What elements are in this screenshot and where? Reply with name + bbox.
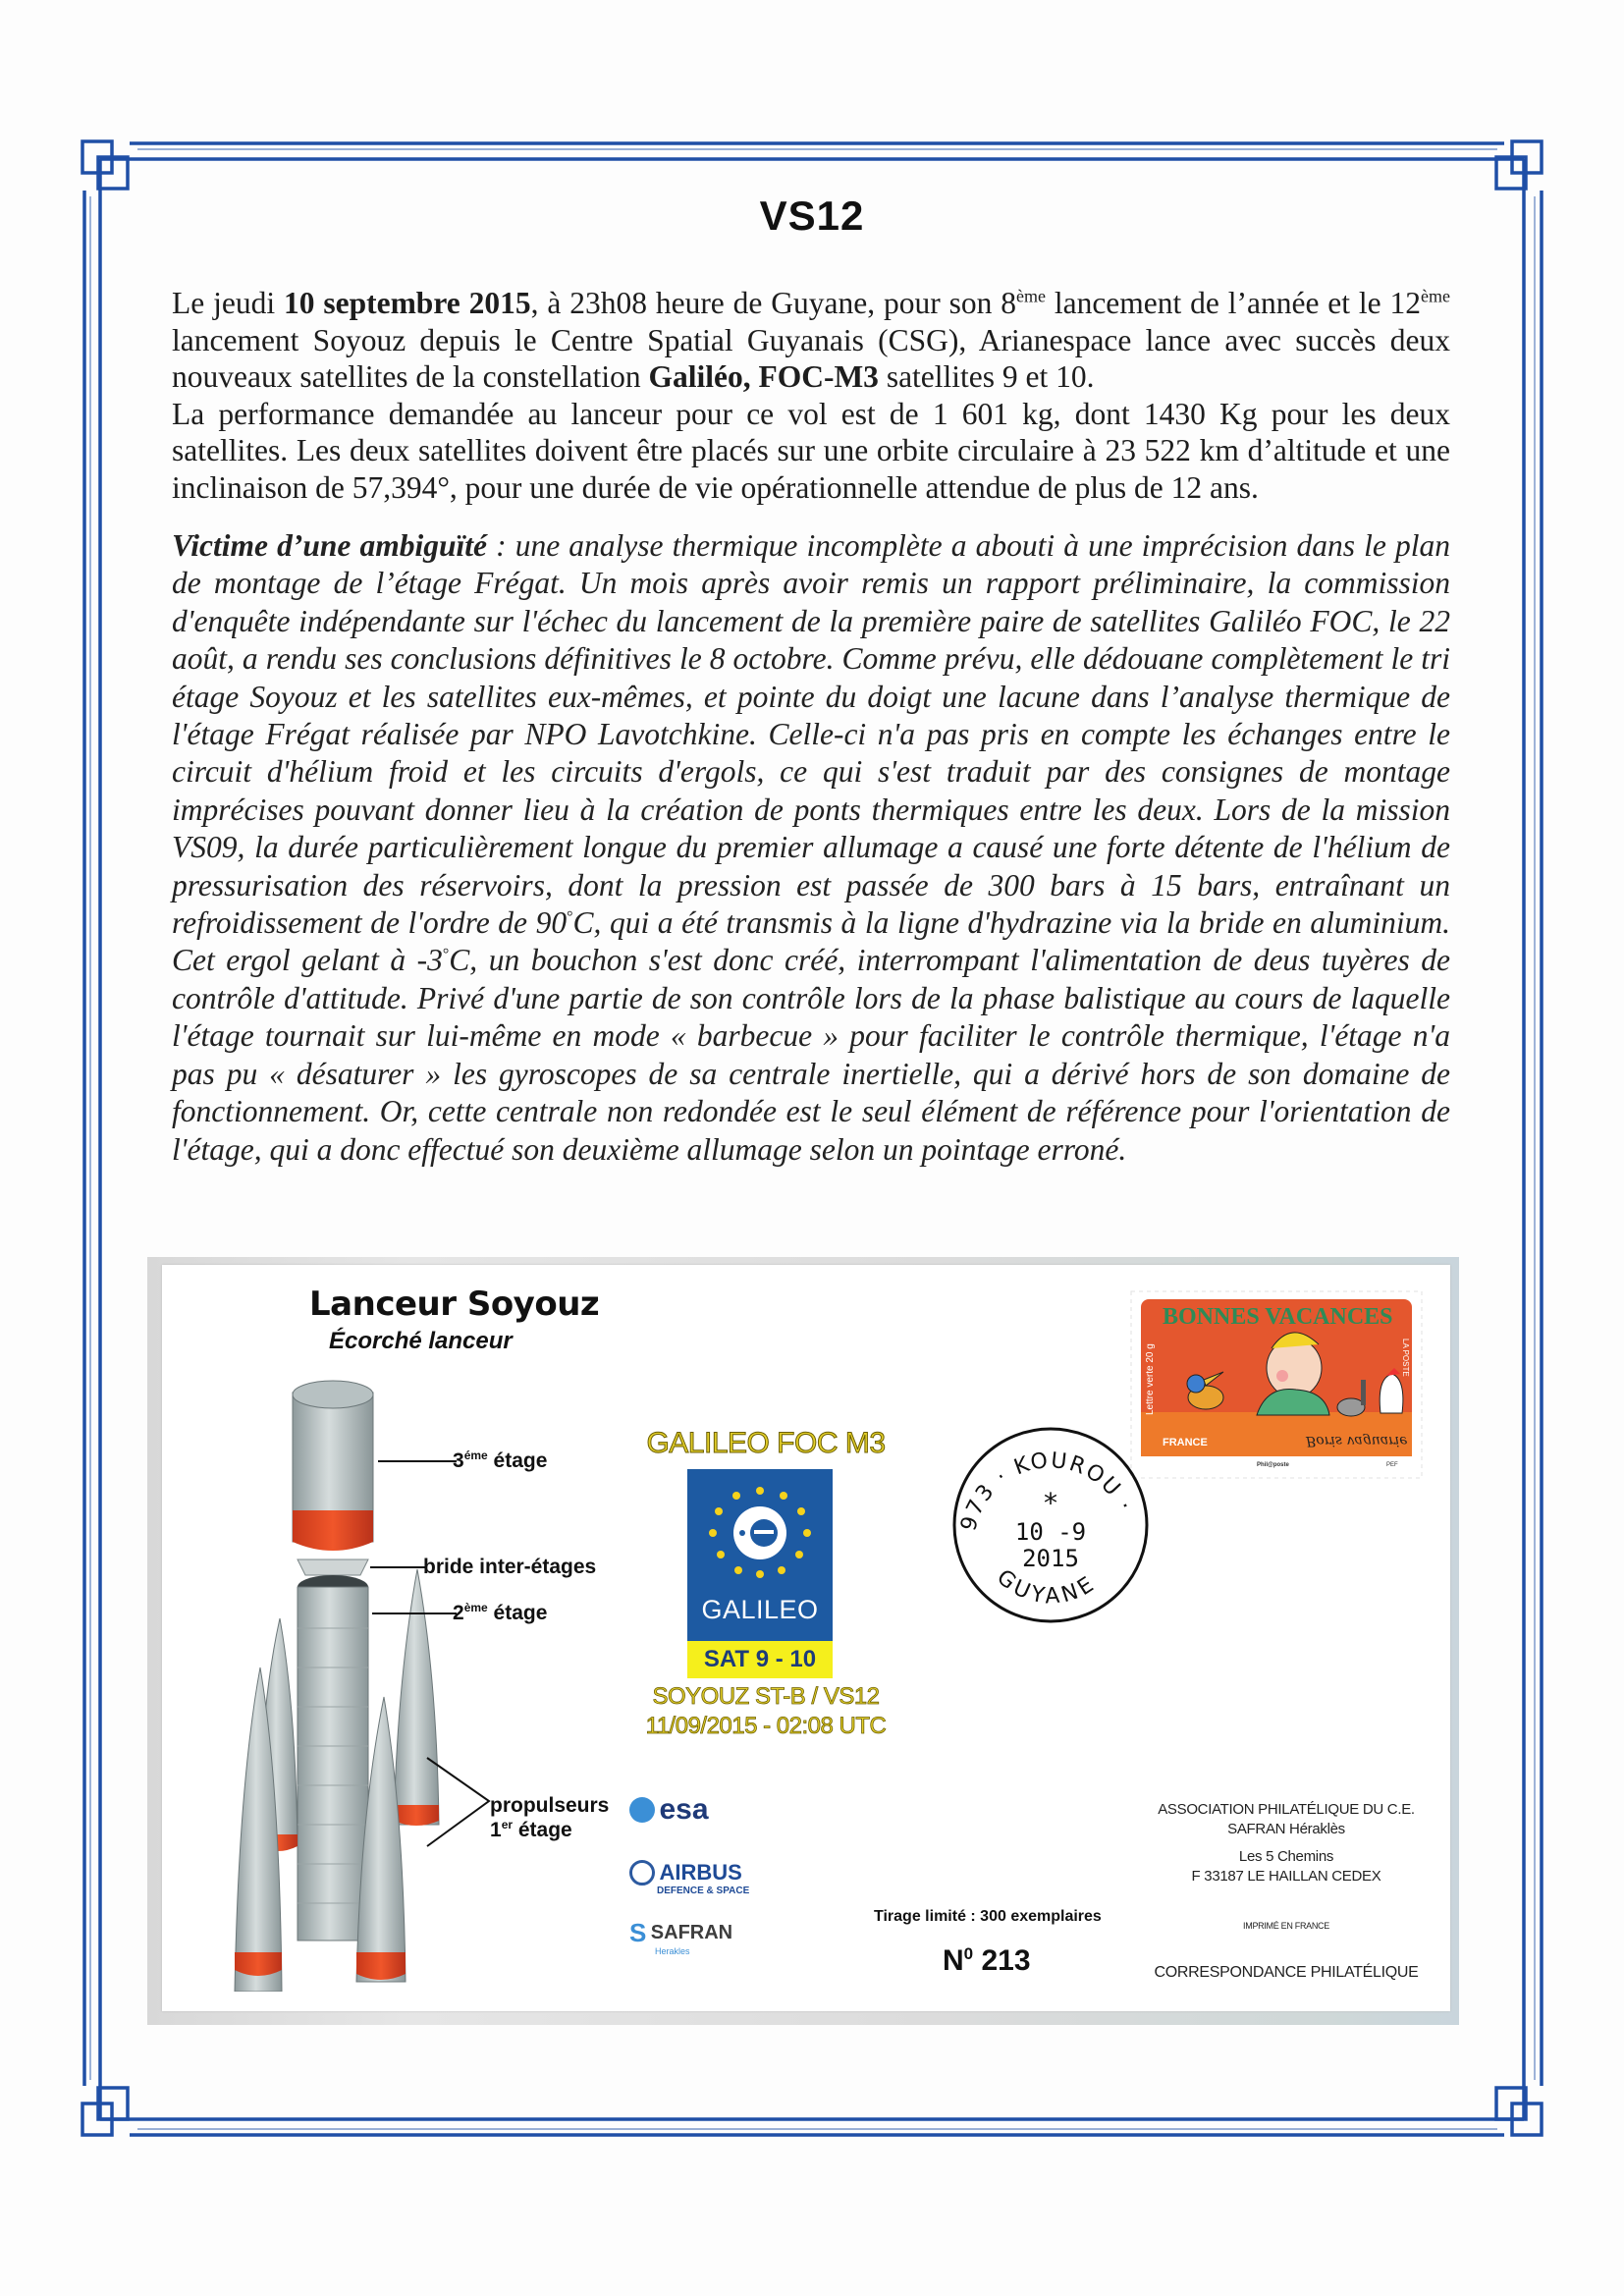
safran-s-icon: S (629, 1918, 647, 1947)
limited-edition-text: Tirage limité : 300 exemplaires (874, 1908, 1102, 1925)
intro-paragraph-2: La performance demandée au lanceur pour ce vol est de 1 601 kg, dont 1430 Kg pour les deux satellites. Les deux satellites doivent être placés sur une orbite circulaire à 23 522 km d’altitude et une inclinaison de 57,394°, pour une durée de vie opérationnelle attendue de plus de 12 ans. (172, 396, 1450, 505)
postmark-bottom-text: GUYANE (992, 1564, 1102, 1610)
stamp-signature: Boris vaguarie (1306, 1433, 1408, 1449)
galileo-mission-header: GALILEO FOC M3 (646, 1427, 886, 1459)
commemorative-envelope (162, 1265, 1450, 2011)
launch-datetime-utc: 11/09/2015 - 02:08 UTC (645, 1713, 887, 1739)
intro-text-b: , à 23h08 heure de Guyane, pour son 8 (530, 286, 1016, 320)
story-text-c: C, un bouchon s'est donc créé, interrompant l'alimentation de deus tuyères de contrôle d'attitude. Privé d'une partie de son contrôle lors de la phase balistique au cours de laquelle l'étage tournait sur lui-même en mode « barbecue » pour faciliter le contrôle thermique, l'étage n'a pas pu « désaturer » les gyroscopes de sa centrale inertielle, qui a dérivé hors de son domaine de fonctionnement. Or, cette centrale non redondée est le seul élément de référence pour l'orientation de l'étage, qui a donc effectué son deuxième allumage selon un pointage erroné. (172, 943, 1451, 1167)
safran-wordmark: SAFRAN (650, 1922, 733, 1943)
story-lead: Victime d’une ambiguïté (172, 528, 487, 563)
label-second-stage: 2ème étage (453, 1601, 548, 1624)
postmark-star: * (1044, 1487, 1057, 1519)
superscript: ème (1015, 286, 1046, 306)
stamp-headline: BONNES VACANCES (1163, 1304, 1393, 1330)
esa-wordmark: esa (659, 1793, 709, 1826)
philatelic-correspondence: CORRESPONDANCE PHILATÉLIQUE (1154, 1964, 1419, 1981)
story-text-a: : une analyse thermique incomplète a abouti à une imprécision dans le plan de montage de l’étage Frégat. Un mois après avoir remis un rapport préliminaire, la commission d'enquête indépendante sur l'échec du lancement de la première paire de satellites Galiléo FOC, le 22 août, a rendu ses conclusions définitives le 8 octobre. Comme prévu, elle dédouane complètement le tri étage Soyouz et les satellites eux-mêmes, et pointe du doigt une lacune dans l’analyse thermique de l'étage Frégat réalisée par NPO Lavotchkine. Celle-ci n'a pas pris en compte les échanges entre le circuit d'hélium froid et les circuits d'ergols, ce qui s'est traduit par des consignes de montage imprécises pouvant donner lieu à la création de ponts thermiques entre les deux. Lors de la mission VS09, la durée particulièrement longue du premier allumage a causé une forte détente de l'hélium de pressurisation des réservoirs, dont la pression est passée de 300 bars à 15 bars, entraînant un refroidissement de l'ordre de 90 (172, 528, 1450, 941)
postmark-year: 2015 (1022, 1545, 1079, 1572)
stamp-value: Lettre verte 20 g (1145, 1343, 1156, 1415)
safran-logo (629, 1919, 732, 1957)
launch-date: 10 septembre 2015 (283, 286, 531, 320)
address-line-1: ASSOCIATION PHILATÉLIQUE DU C.E. (1158, 1801, 1415, 1818)
story-text-b: C, qui a été transmis à la ligne d'hydrazine via la bride en aluminium. Cet ergol gelant à -3 (172, 905, 1450, 978)
intro-text-a: Le jeudi (172, 286, 284, 320)
satellite-numbers: SAT 9 - 10 (687, 1641, 833, 1678)
label-interstage-flange: bride inter-étages (423, 1556, 597, 1578)
stamp-issuer: LA POSTE (1401, 1339, 1410, 1377)
intro-text-e: satellites 9 et 10. (878, 359, 1095, 394)
airbus-logo (629, 1860, 749, 1897)
address-line-2: SAFRAN Héraklès (1227, 1821, 1345, 1837)
esa-logo (629, 1793, 709, 1827)
envelope-serial-number: $N^0$ 213 (943, 1944, 1031, 1977)
intro-text (172, 285, 1450, 506)
address-line-4: F 33187 LE HAILLAN CEDEX (1191, 1868, 1381, 1885)
label-boosters: propulseurs 1er étage (490, 1794, 610, 1841)
intro-text-d: lancement Soyouz depuis le Centre Spatial Guyanais (CSG), Arianespace lance avec succès deux nouveaux satellites de la constellation (172, 322, 1450, 394)
stamp-printer: Phil@poste (1257, 1462, 1289, 1468)
galileo-logo-word: GALILEO (701, 1595, 819, 1624)
stamp-country: FRANCE (1163, 1437, 1208, 1449)
postage-stamp (1129, 1289, 1424, 1481)
airbus-swirl-icon (629, 1860, 655, 1886)
failure-analysis-text (172, 527, 1450, 1169)
esa-circle-icon (629, 1797, 655, 1823)
degree-sign: ° (442, 946, 450, 963)
label-third-stage: $3^{éme}$ étage (453, 1449, 548, 1472)
envelope-subtitle: Écorché lanceur (329, 1328, 513, 1354)
kourou-postmark (947, 1422, 1154, 1628)
envelope-title: Lanceur Soyouz (309, 1285, 600, 1324)
postmark-top-text: 973 · KOUROU · (956, 1449, 1138, 1534)
galileo-logo (687, 1469, 833, 1641)
safran-subtitle: Herakles (655, 1946, 690, 1956)
postmark-date: 10 -9 (1014, 1518, 1087, 1546)
printed-in-france: IMPRIMÉ EN FRANCE (1243, 1921, 1329, 1931)
superscript: ème (1421, 286, 1451, 306)
degree-sign: ° (567, 908, 573, 926)
address-line-3: Les 5 Chemins (1238, 1848, 1334, 1865)
mission-name: Galiléo, FOC-M3 (648, 359, 879, 394)
page-title: VS12 (759, 192, 865, 239)
intro-paragraph-1 (172, 285, 1450, 396)
esa-star-ring-icon (687, 1469, 833, 1597)
postmark-circle (947, 1422, 1154, 1628)
airbus-subtitle: DEFENCE & SPACE (657, 1886, 750, 1896)
intro-text-c: lancement de l’année et le 12 (1045, 286, 1422, 320)
stamp-code: PEF (1386, 1462, 1398, 1468)
airbus-wordmark: AIRBUS (659, 1860, 742, 1885)
launcher-flight: SOYOUZ ST-B / VS12 (652, 1683, 880, 1710)
